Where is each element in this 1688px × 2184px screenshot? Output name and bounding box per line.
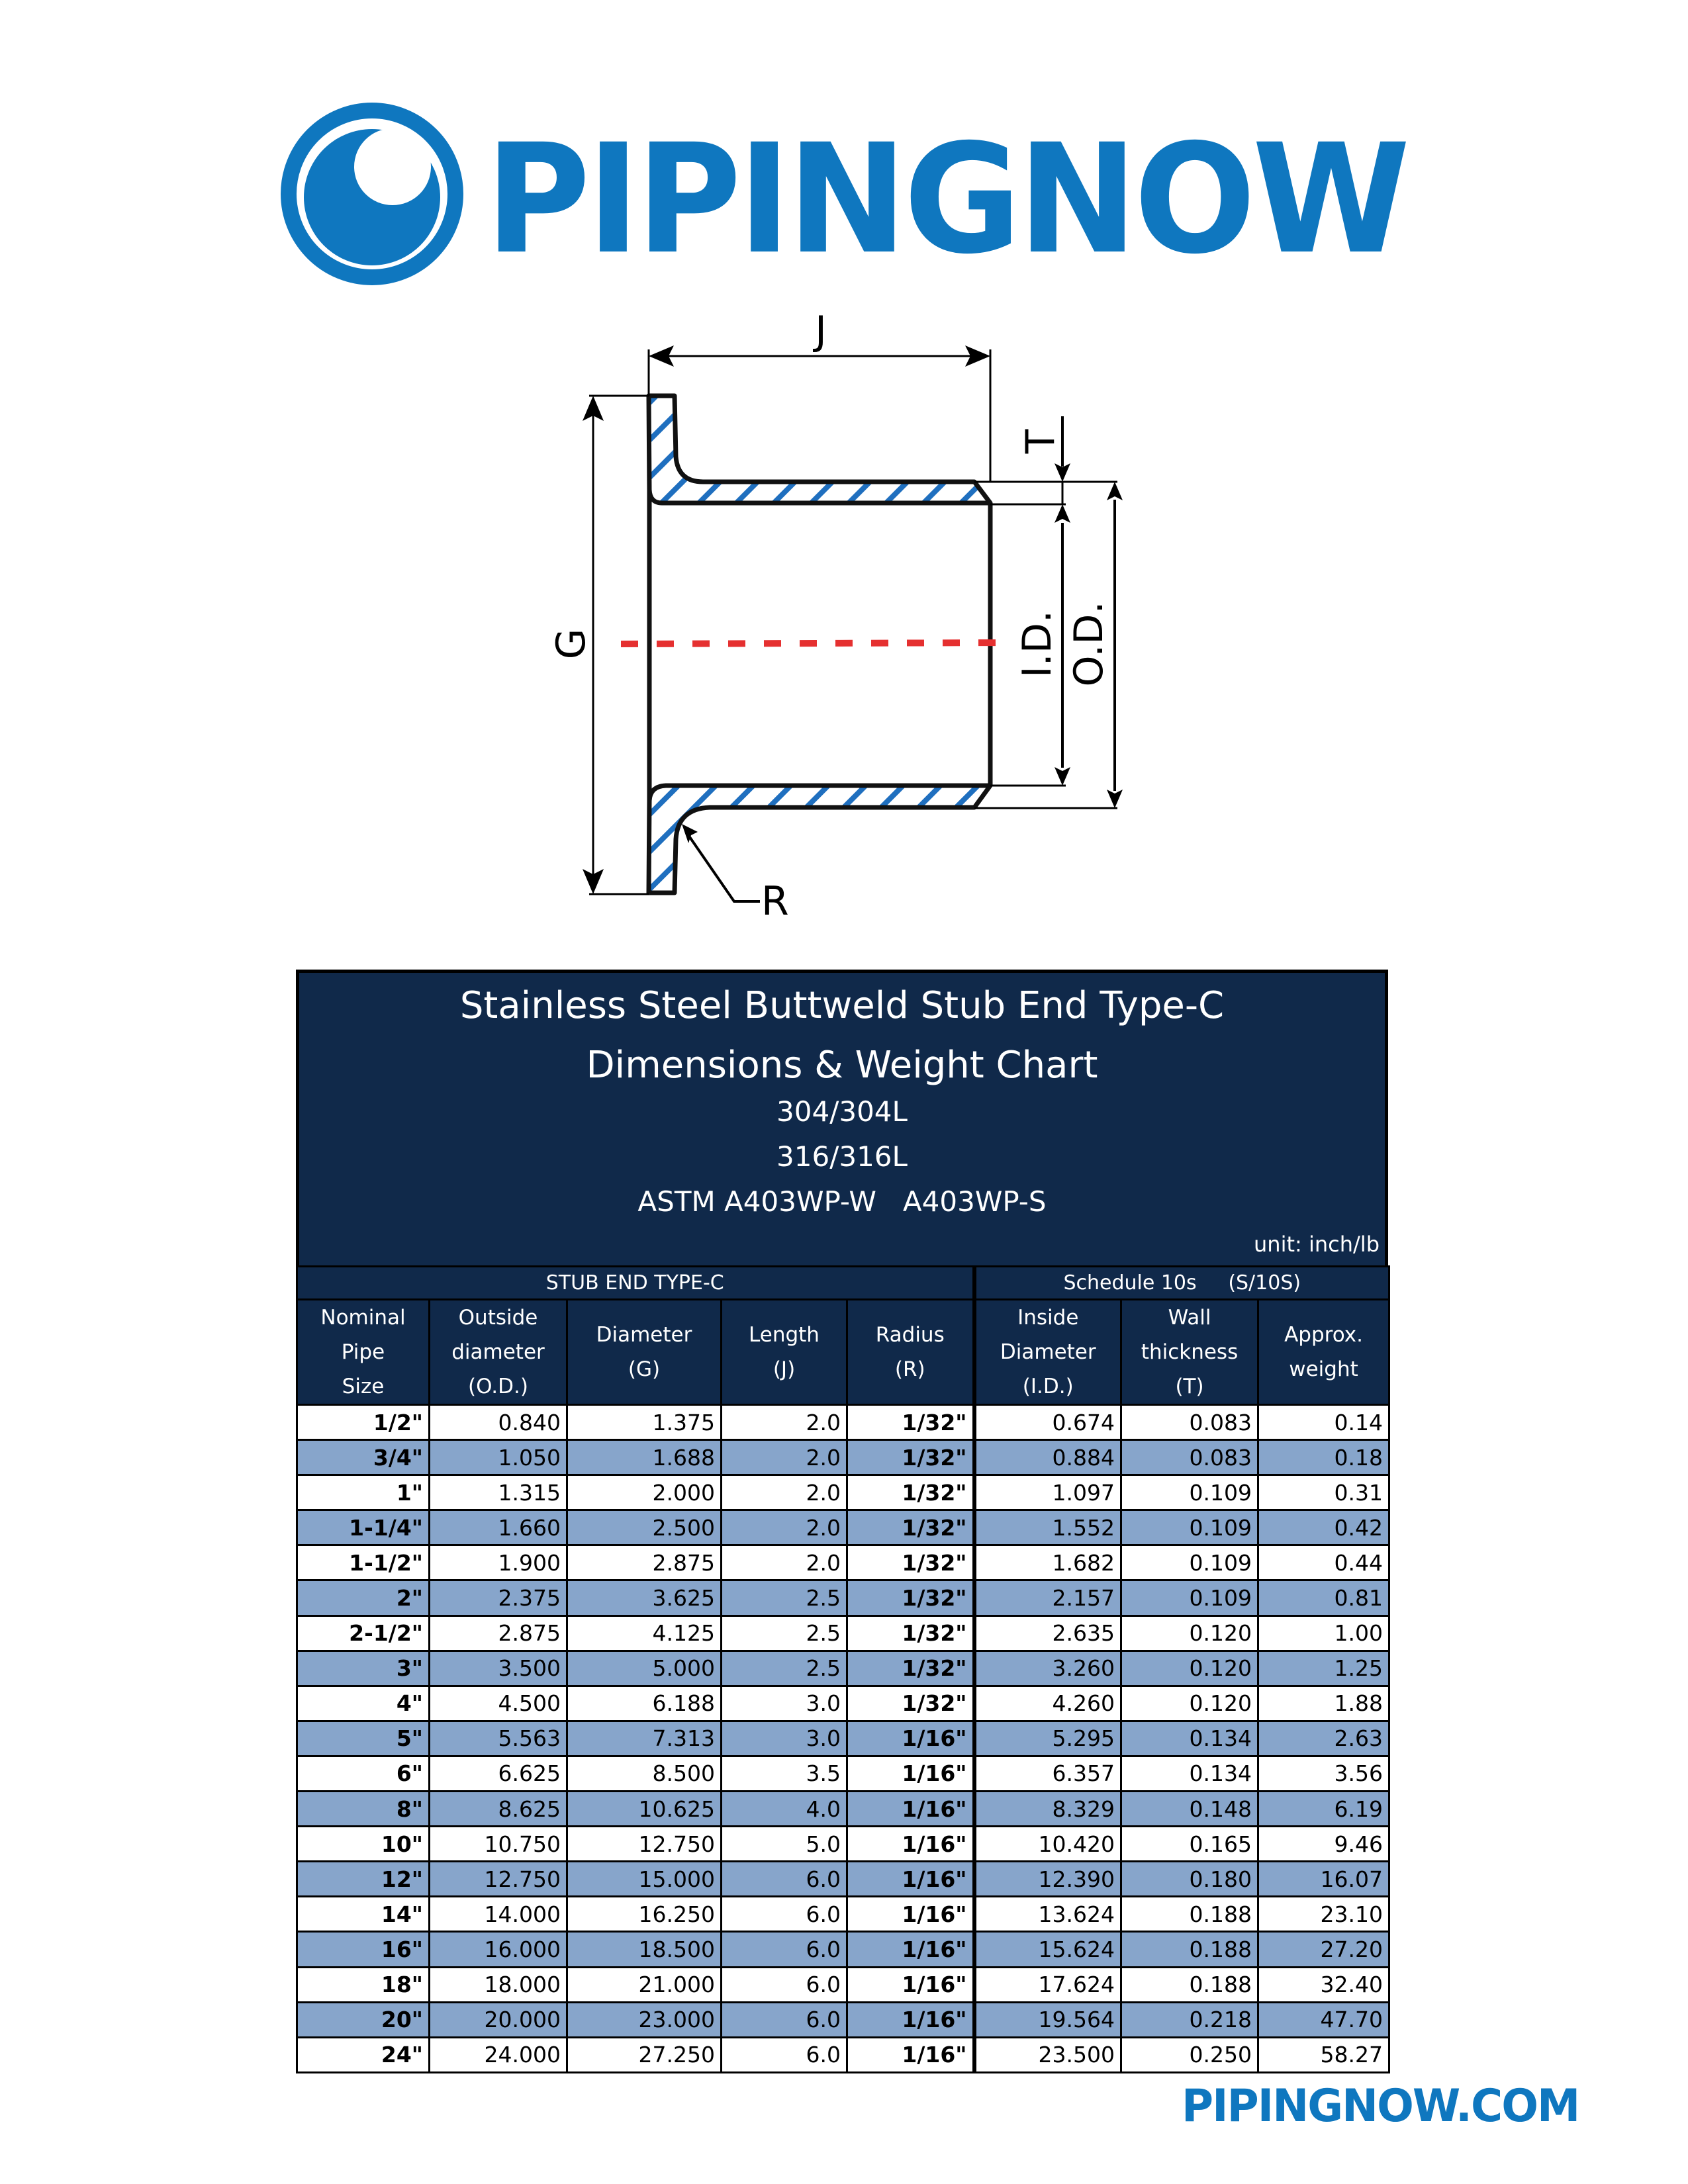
column-header-line: weight	[1289, 1357, 1358, 1381]
cell-length-j: 2.5	[722, 1651, 847, 1686]
cell-wall-thickness: 0.188	[1121, 1967, 1258, 2002]
cell-radius-r: 1/32"	[847, 1405, 974, 1440]
cell-nominal-pipe-size: 2-1/2"	[297, 1615, 430, 1651]
cell-outside-diameter: 1.660	[430, 1510, 567, 1545]
cell-inside-diameter: 5.295	[974, 1721, 1121, 1756]
cell-length-j: 6.0	[722, 2037, 847, 2072]
cell-inside-diameter: 12.390	[974, 1862, 1121, 1897]
column-header-line: Inside	[1017, 1306, 1079, 1330]
cell-approx-weight: 23.10	[1258, 1897, 1389, 1932]
cell-nominal-pipe-size: 14"	[297, 1897, 430, 1932]
id-arrow-bottom	[1055, 767, 1070, 786]
cell-approx-weight: 16.07	[1258, 1862, 1389, 1897]
cell-wall-thickness: 0.109	[1121, 1580, 1258, 1615]
column-header-row	[297, 1300, 1389, 1405]
cell-nominal-pipe-size: 20"	[297, 2002, 430, 2037]
cell-radius-r: 1/32"	[847, 1580, 974, 1615]
cell-wall-thickness: 0.109	[1121, 1475, 1258, 1510]
table-row	[297, 1475, 1389, 1510]
cell-wall-thickness: 0.109	[1121, 1510, 1258, 1545]
cell-approx-weight: 0.42	[1258, 1510, 1389, 1545]
stub-end-lower-section	[649, 786, 990, 893]
column-header-radius-r	[847, 1300, 974, 1405]
cell-outside-diameter: 14.000	[430, 1897, 567, 1932]
cell-inside-diameter: 19.564	[974, 2002, 1121, 2037]
cell-nominal-pipe-size: 4"	[297, 1686, 430, 1721]
cell-outside-diameter: 1.900	[430, 1545, 567, 1580]
cell-outside-diameter: 6.625	[430, 1756, 567, 1791]
cell-wall-thickness: 0.134	[1121, 1756, 1258, 1791]
data-grid	[296, 1265, 1390, 2073]
cell-nominal-pipe-size: 1"	[297, 1475, 430, 1510]
cell-approx-weight: 1.25	[1258, 1651, 1389, 1686]
table-row	[297, 1897, 1389, 1932]
cell-nominal-pipe-size: 1-1/4"	[297, 1510, 430, 1545]
cell-diameter-g: 15.000	[567, 1862, 722, 1897]
cell-length-j: 2.0	[722, 1545, 847, 1580]
cell-approx-weight: 2.63	[1258, 1721, 1389, 1756]
column-header-line: Diameter	[596, 1323, 692, 1347]
cell-radius-r: 1/16"	[847, 1721, 974, 1756]
cell-radius-r: 1/32"	[847, 1440, 974, 1475]
cell-radius-r: 1/16"	[847, 1932, 974, 1967]
table-title: Stainless Steel Buttweld Stub End Type-C	[459, 984, 1225, 1027]
column-header-line: (J)	[773, 1357, 796, 1381]
cell-diameter-g: 2.000	[567, 1475, 722, 1510]
cell-wall-thickness: 0.120	[1121, 1686, 1258, 1721]
cell-inside-diameter: 1.682	[974, 1545, 1121, 1580]
group-header-stub-end: STUB END TYPE-C	[297, 1267, 974, 1300]
stub-end-diagram	[0, 291, 1688, 953]
cell-outside-diameter: 3.500	[430, 1651, 567, 1686]
cell-approx-weight: 58.27	[1258, 2037, 1389, 2072]
cell-inside-diameter: 17.624	[974, 1967, 1121, 2002]
cell-radius-r: 1/16"	[847, 2037, 974, 2072]
cell-length-j: 2.0	[722, 1440, 847, 1475]
cell-length-j: 3.0	[722, 1686, 847, 1721]
cell-radius-r: 1/32"	[847, 1545, 974, 1580]
cell-diameter-g: 18.500	[567, 1932, 722, 1967]
cell-nominal-pipe-size: 3"	[297, 1651, 430, 1686]
column-header-line: (T)	[1175, 1375, 1204, 1398]
cell-length-j: 3.0	[722, 1721, 847, 1756]
cell-approx-weight: 0.18	[1258, 1440, 1389, 1475]
column-header-approx-weight	[1258, 1300, 1389, 1405]
cell-diameter-g: 21.000	[567, 1967, 722, 2002]
cell-wall-thickness: 0.083	[1121, 1440, 1258, 1475]
column-header-line: Nominal	[320, 1306, 406, 1330]
column-header-line: Approx.	[1284, 1323, 1363, 1347]
cell-wall-thickness: 0.120	[1121, 1651, 1258, 1686]
cell-approx-weight: 0.44	[1258, 1545, 1389, 1580]
cell-approx-weight: 0.81	[1258, 1580, 1389, 1615]
column-header-diameter-g	[567, 1300, 722, 1405]
cell-length-j: 5.0	[722, 1827, 847, 1862]
cell-radius-r: 1/16"	[847, 1862, 974, 1897]
cell-radius-r: 1/32"	[847, 1651, 974, 1686]
label-j: J	[815, 308, 827, 354]
column-header-line: Outside	[458, 1306, 538, 1330]
table-row	[297, 1967, 1389, 2002]
cell-diameter-g: 2.875	[567, 1545, 722, 1580]
cell-nominal-pipe-size: 24"	[297, 2037, 430, 2072]
cell-inside-diameter: 1.552	[974, 1510, 1121, 1545]
cell-outside-diameter: 18.000	[430, 1967, 567, 2002]
column-header-line: diameter	[451, 1340, 545, 1364]
cell-length-j: 2.0	[722, 1475, 847, 1510]
label-r: R	[761, 878, 789, 925]
cell-length-j: 6.0	[722, 1897, 847, 1932]
table-row	[297, 1827, 1389, 1862]
cell-length-j: 6.0	[722, 2002, 847, 2037]
cell-inside-diameter: 2.157	[974, 1580, 1121, 1615]
cell-approx-weight: 0.31	[1258, 1475, 1389, 1510]
dimensions-table	[296, 970, 1388, 2070]
column-header-line: (R)	[894, 1357, 925, 1381]
column-header-line: Pipe	[341, 1340, 385, 1364]
cell-length-j: 6.0	[722, 1862, 847, 1897]
cell-approx-weight: 1.88	[1258, 1686, 1389, 1721]
table-row	[297, 1615, 1389, 1651]
cell-nominal-pipe-size: 1-1/2"	[297, 1545, 430, 1580]
cell-nominal-pipe-size: 3/4"	[297, 1440, 430, 1475]
column-header-line: (O.D.)	[468, 1375, 528, 1398]
cell-inside-diameter: 15.624	[974, 1932, 1121, 1967]
r-arrow	[682, 824, 698, 843]
cell-wall-thickness: 0.180	[1121, 1862, 1258, 1897]
unit-label: unit: inch/lb	[1254, 1232, 1380, 1257]
column-header-line: (G)	[628, 1357, 661, 1381]
table-row	[297, 1440, 1389, 1475]
cell-length-j: 2.0	[722, 1405, 847, 1440]
cell-diameter-g: 12.750	[567, 1827, 722, 1862]
column-header-outside-diameter	[430, 1300, 567, 1405]
cell-outside-diameter: 4.500	[430, 1686, 567, 1721]
cell-wall-thickness: 0.148	[1121, 1792, 1258, 1827]
cell-diameter-g: 7.313	[567, 1721, 722, 1756]
cell-inside-diameter: 2.635	[974, 1615, 1121, 1651]
table-title-block	[299, 973, 1385, 1265]
cell-length-j: 2.5	[722, 1580, 847, 1615]
cell-inside-diameter: 10.420	[974, 1827, 1121, 1862]
cell-outside-diameter: 5.563	[430, 1721, 567, 1756]
cell-outside-diameter: 20.000	[430, 2002, 567, 2037]
column-header-wall-thickness	[1121, 1300, 1258, 1405]
material-grade-304: 304/304L	[776, 1095, 908, 1128]
cell-approx-weight: 1.00	[1258, 1615, 1389, 1651]
cell-approx-weight: 3.56	[1258, 1756, 1389, 1791]
column-header-inside-diameter	[974, 1300, 1121, 1405]
cell-wall-thickness: 0.165	[1121, 1827, 1258, 1862]
cell-radius-r: 1/16"	[847, 1792, 974, 1827]
cell-wall-thickness: 0.134	[1121, 1721, 1258, 1756]
table-row	[297, 1686, 1389, 1721]
logo-circle-icon	[289, 111, 455, 277]
stub-end-upper-section	[649, 396, 990, 503]
table-row	[297, 1510, 1389, 1545]
cell-inside-diameter: 6.357	[974, 1756, 1121, 1791]
cell-radius-r: 1/16"	[847, 1897, 974, 1932]
column-header-nominal-pipe-size	[297, 1300, 430, 1405]
cell-outside-diameter: 2.375	[430, 1580, 567, 1615]
astm-standard: ASTM A403WP-W A403WP-S	[637, 1185, 1047, 1218]
cell-diameter-g: 16.250	[567, 1897, 722, 1932]
cell-outside-diameter: 1.315	[430, 1475, 567, 1510]
cell-diameter-g: 2.500	[567, 1510, 722, 1545]
cell-length-j: 2.5	[722, 1615, 847, 1651]
cell-nominal-pipe-size: 12"	[297, 1862, 430, 1897]
r-leader-line	[688, 835, 760, 901]
cell-diameter-g: 4.125	[567, 1615, 722, 1651]
cell-nominal-pipe-size: 16"	[297, 1932, 430, 1967]
column-header-length-j	[722, 1300, 847, 1405]
cell-nominal-pipe-size: 5"	[297, 1721, 430, 1756]
cell-diameter-g: 3.625	[567, 1580, 722, 1615]
cell-radius-r: 1/32"	[847, 1615, 974, 1651]
cell-radius-r: 1/32"	[847, 1510, 974, 1545]
label-t: T	[1017, 429, 1064, 454]
cell-wall-thickness: 0.188	[1121, 1932, 1258, 1967]
table-row	[297, 1405, 1389, 1440]
table-body	[297, 1405, 1389, 2073]
cell-length-j: 2.0	[722, 1510, 847, 1545]
table-row	[297, 1756, 1389, 1791]
table-row	[297, 2037, 1389, 2072]
cell-length-j: 4.0	[722, 1792, 847, 1827]
label-id: I.D.	[1014, 610, 1060, 678]
cell-approx-weight: 9.46	[1258, 1827, 1389, 1862]
cell-approx-weight: 47.70	[1258, 2002, 1389, 2037]
od-arrow-top	[1107, 482, 1123, 500]
cell-radius-r: 1/16"	[847, 1967, 974, 2002]
table-row	[297, 1651, 1389, 1686]
column-header-line: Radius	[875, 1323, 945, 1347]
label-od: O.D.	[1066, 601, 1112, 687]
id-arrow-top	[1055, 504, 1070, 523]
cell-outside-diameter: 1.050	[430, 1440, 567, 1475]
cell-wall-thickness: 0.250	[1121, 2037, 1258, 2072]
cell-approx-weight: 27.20	[1258, 1932, 1389, 1967]
column-header-line: Wall	[1168, 1306, 1211, 1330]
cell-inside-diameter: 4.260	[974, 1686, 1121, 1721]
cell-radius-r: 1/16"	[847, 2002, 974, 2037]
cell-approx-weight: 32.40	[1258, 1967, 1389, 2002]
cell-inside-diameter: 1.097	[974, 1475, 1121, 1510]
table-row	[297, 1580, 1389, 1615]
cell-wall-thickness: 0.120	[1121, 1615, 1258, 1651]
od-arrow-bottom	[1107, 790, 1123, 808]
cell-diameter-g: 8.500	[567, 1756, 722, 1791]
cell-approx-weight: 0.14	[1258, 1405, 1389, 1440]
cell-inside-diameter: 3.260	[974, 1651, 1121, 1686]
cell-inside-diameter: 13.624	[974, 1897, 1121, 1932]
cell-outside-diameter: 16.000	[430, 1932, 567, 1967]
cell-wall-thickness: 0.109	[1121, 1545, 1258, 1580]
cell-length-j: 3.5	[722, 1756, 847, 1791]
column-header-line: Length	[749, 1323, 820, 1347]
column-header-line: Diameter	[1000, 1340, 1096, 1364]
table-row	[297, 1862, 1389, 1897]
cell-diameter-g: 1.375	[567, 1405, 722, 1440]
cell-outside-diameter: 2.875	[430, 1615, 567, 1651]
table-row	[297, 1545, 1389, 1580]
table-subtitle: Dimensions & Weight Chart	[586, 1044, 1098, 1087]
column-header-line: thickness	[1141, 1340, 1239, 1364]
cell-outside-diameter: 0.840	[430, 1405, 567, 1440]
cell-radius-r: 1/32"	[847, 1475, 974, 1510]
table-row	[297, 1792, 1389, 1827]
cell-nominal-pipe-size: 6"	[297, 1756, 430, 1791]
brand-logo-text: PIPINGNOW	[485, 111, 1407, 287]
cell-wall-thickness: 0.188	[1121, 1897, 1258, 1932]
cell-wall-thickness: 0.218	[1121, 2002, 1258, 2037]
material-grade-316: 316/316L	[776, 1140, 908, 1173]
cell-radius-r: 1/16"	[847, 1756, 974, 1791]
cell-diameter-g: 10.625	[567, 1792, 722, 1827]
cell-diameter-g: 5.000	[567, 1651, 722, 1686]
column-header-line: (I.D.)	[1022, 1375, 1074, 1398]
cell-outside-diameter: 12.750	[430, 1862, 567, 1897]
cell-outside-diameter: 10.750	[430, 1827, 567, 1862]
table-row	[297, 2002, 1389, 2037]
cell-nominal-pipe-size: 8"	[297, 1792, 430, 1827]
center-line	[621, 643, 1010, 644]
cell-inside-diameter: 0.674	[974, 1405, 1121, 1440]
table-row	[297, 1721, 1389, 1756]
cell-nominal-pipe-size: 1/2"	[297, 1405, 430, 1440]
cell-wall-thickness: 0.083	[1121, 1405, 1258, 1440]
group-header-schedule: Schedule 10s (S/10S)	[974, 1267, 1389, 1300]
column-header-line: Size	[342, 1375, 385, 1398]
cell-inside-diameter: 23.500	[974, 2037, 1121, 2072]
label-g: G	[548, 628, 594, 660]
cell-inside-diameter: 8.329	[974, 1792, 1121, 1827]
cell-radius-r: 1/32"	[847, 1686, 974, 1721]
cell-approx-weight: 6.19	[1258, 1792, 1389, 1827]
cell-length-j: 6.0	[722, 1967, 847, 2002]
cell-diameter-g: 27.250	[567, 2037, 722, 2072]
cell-length-j: 6.0	[722, 1932, 847, 1967]
cell-nominal-pipe-size: 2"	[297, 1580, 430, 1615]
footer-website[interactable]: PIPINGNOW.COM	[1182, 2080, 1579, 2132]
cell-outside-diameter: 24.000	[430, 2037, 567, 2072]
table-row	[297, 1932, 1389, 1967]
cell-nominal-pipe-size: 10"	[297, 1827, 430, 1862]
cell-inside-diameter: 0.884	[974, 1440, 1121, 1475]
cell-radius-r: 1/16"	[847, 1827, 974, 1862]
cell-nominal-pipe-size: 18"	[297, 1967, 430, 2002]
cell-diameter-g: 1.688	[567, 1440, 722, 1475]
cell-diameter-g: 23.000	[567, 2002, 722, 2037]
cell-diameter-g: 6.188	[567, 1686, 722, 1721]
cell-outside-diameter: 8.625	[430, 1792, 567, 1827]
